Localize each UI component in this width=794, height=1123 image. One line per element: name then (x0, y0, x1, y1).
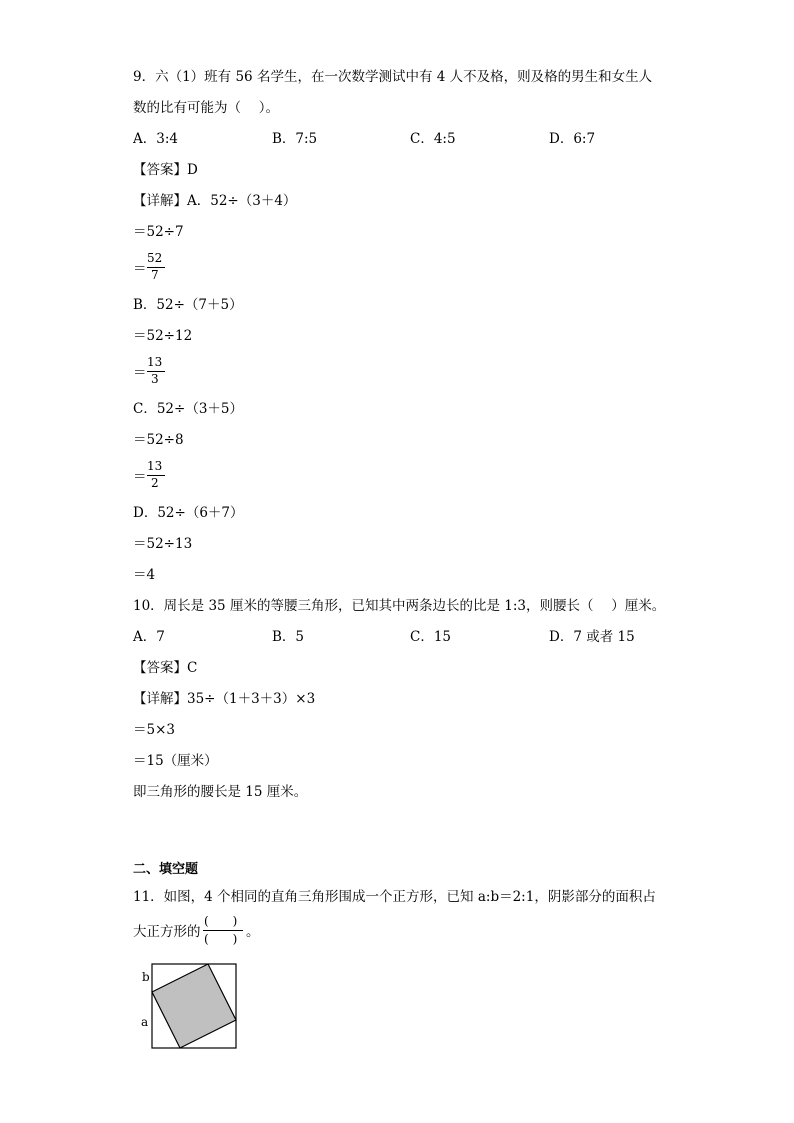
q9-step-c1: C．52÷（3＋5） (133, 401, 243, 417)
q10-step-2: ＝5×3 (133, 722, 175, 738)
q10-option-d: D．7 或者 15 (549, 629, 635, 645)
q9-step-a2: ＝52÷7 (133, 224, 184, 240)
q9-step-a1: 【详解】A．52÷（3＋4） (133, 193, 297, 209)
numerator: 13 (147, 459, 163, 473)
q9-step-c2: ＝52÷8 (133, 432, 184, 448)
label-a: a (141, 1015, 149, 1029)
blank-numerator[interactable]: ( ) (204, 914, 238, 928)
q10-answer: 【答案】C (133, 660, 198, 676)
label-b: b (142, 970, 150, 984)
q9-step-b1: B．52÷（7＋5） (133, 297, 243, 313)
q10-option-a: A．7 (133, 629, 165, 645)
q10-option-c: C．15 (410, 629, 452, 645)
q10-conclusion: 即三角形的腰长是 15 厘米。 (133, 784, 308, 800)
q9-stem-line2: 数的比有可能为（ ）。 (133, 100, 280, 116)
q10-stem: 10．周长是 35 厘米的等腰三角形，已知其中两条边长的比是 1:3，则腰长（ ）厘米。 (133, 598, 666, 614)
q9-option-d: D．6:7 (549, 131, 596, 147)
q10-step-3: ＝15（厘米） (133, 753, 218, 769)
numerator: 13 (147, 355, 163, 369)
q9-option-c: C．4:5 (410, 131, 456, 147)
denominator: 7 (151, 268, 159, 282)
q9-step-d1: D．52÷（6＋7） (133, 505, 244, 521)
denominator: 3 (151, 372, 159, 386)
q11-stem-line1: 11．如图，4 个相同的直角三角形围成一个正方形，已知 a:b＝2:1，阴影部分的面积占 (133, 889, 656, 905)
denominator: 2 (151, 476, 159, 490)
equals-sign: ＝ (133, 365, 147, 381)
blank-denominator[interactable]: ( ) (204, 932, 238, 946)
shaded-inner-square (152, 964, 236, 1048)
fraction-bar (203, 930, 243, 931)
q9-option-b: B．7:5 (272, 131, 318, 147)
q10-option-b: B．5 (272, 629, 305, 645)
q9-step-d3: ＝4 (133, 567, 156, 583)
q9-step-b2: ＝52÷12 (133, 328, 193, 344)
equals-sign: ＝ (133, 469, 147, 485)
section-title: 二、填空题 (133, 862, 199, 877)
numerator: 52 (147, 251, 163, 265)
q9-answer: 【答案】D (133, 162, 198, 178)
q11-answer-blank-fraction[interactable] (202, 914, 246, 950)
q9-option-a: A．3:4 (133, 131, 178, 147)
equals-sign: ＝ (133, 261, 147, 277)
q11-stem-line2-suffix: 。 (246, 924, 260, 940)
square-figure (138, 960, 242, 1052)
q9-step-d2: ＝52÷13 (133, 536, 193, 552)
q9-stem-line1: 9．六（1）班有 56 名学生，在一次数学测试中有 4 人不及格，则及格的男生和女生人 (133, 69, 653, 85)
q11-stem-line2-prefix: 大正方形的 (133, 924, 201, 940)
q10-step-1: 【详解】35÷（1＋3＋3）×3 (133, 691, 316, 707)
